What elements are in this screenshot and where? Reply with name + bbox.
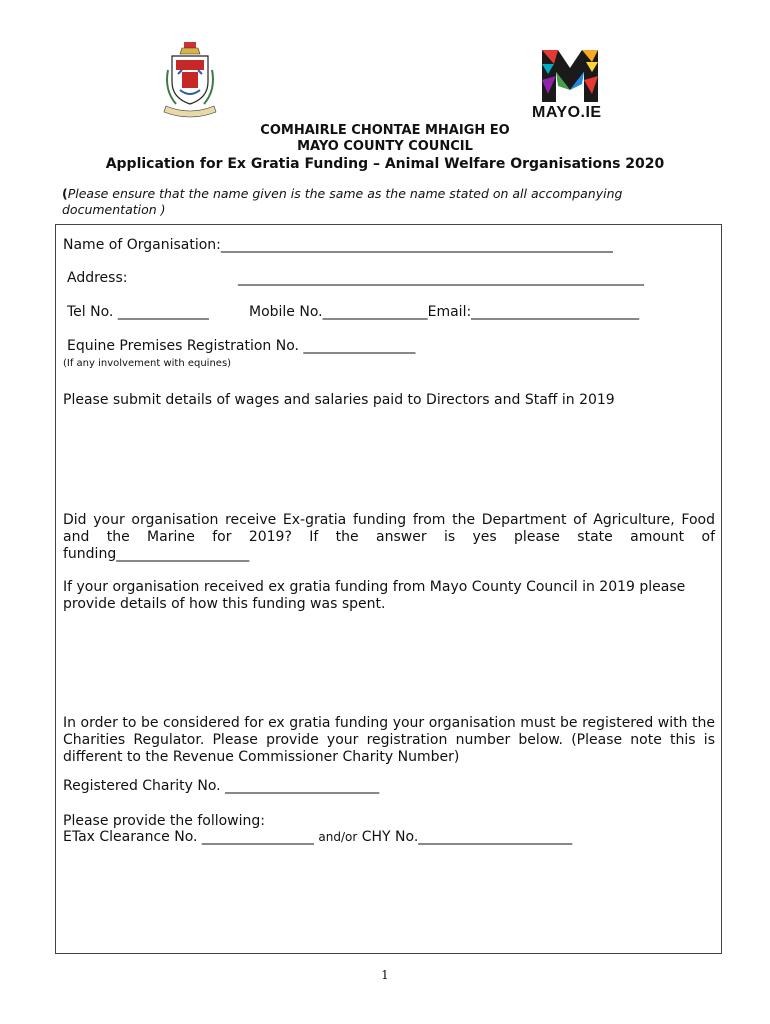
chy-number-field[interactable]: CHY No.______________________ (361, 829, 573, 845)
department-funding-question: Did your organisation receive Ex-gratia funding from the Department of Agriculture, Food and the Marine for 2019? If the answer is yes please state amount of funding___________________ (63, 512, 715, 562)
charities-regulator-question: In order to be considered for ex gratia funding your organisation must be registered with the Charities Regulator. Please provide your registration number below. (Please note this is different to the Revenue Commissioner Charity Number) (63, 715, 715, 765)
address-field[interactable]: __________________________________________________________ (238, 270, 644, 286)
name-consistency-note (62, 186, 712, 218)
address-label: Address: (67, 270, 128, 286)
mayo-ie-logo-text: MAYO.IE (532, 104, 602, 121)
tel-field[interactable]: Tel No. _____________ (67, 304, 209, 320)
mayo-ie-logo (532, 50, 610, 122)
mayo-m-logo-icon (542, 50, 598, 102)
application-form-box (55, 224, 722, 954)
wages-question: Please submit details of wages and salaries paid to Directors and Staff in 2019 (63, 392, 615, 408)
equine-note: (If any involvement with equines) (63, 358, 232, 369)
note-text: Please ensure that the name given is the same as the name stated on all accompanying documentation ) (62, 186, 623, 217)
tax-clearance-row (63, 829, 572, 846)
council-name-english: MAYO COUNTY COUNCIL (297, 139, 473, 154)
note-open-paren: ( (62, 186, 68, 201)
council-name-irish: COMHAIRLE CHONTAE MHAIGH EO (260, 123, 510, 138)
registered-charity-field[interactable]: Registered Charity No. ______________________ (63, 778, 380, 794)
provide-following-label: Please provide the following: (63, 813, 265, 829)
page-number: 1 (381, 968, 389, 982)
organisation-name-field[interactable]: Name of Organisation:________________________________________________________ (63, 237, 613, 253)
council-funding-question: If your organisation received ex gratia funding from Mayo County Council in 2019 please provide details of how this funding was spent. (63, 579, 686, 612)
form-title: Application for Ex Gratia Funding – Animal Welfare Organisations 2020 (105, 156, 665, 172)
etax-clearance-field[interactable]: ETax Clearance No. ________________ (63, 829, 314, 845)
mayo-county-crest-icon (160, 40, 220, 122)
and-or-label: and/or (318, 830, 358, 844)
mobile-email-field[interactable]: Mobile No._______________Email:________________________ (249, 304, 640, 320)
equine-registration-field[interactable]: Equine Premises Registration No. ________________ (67, 338, 416, 354)
